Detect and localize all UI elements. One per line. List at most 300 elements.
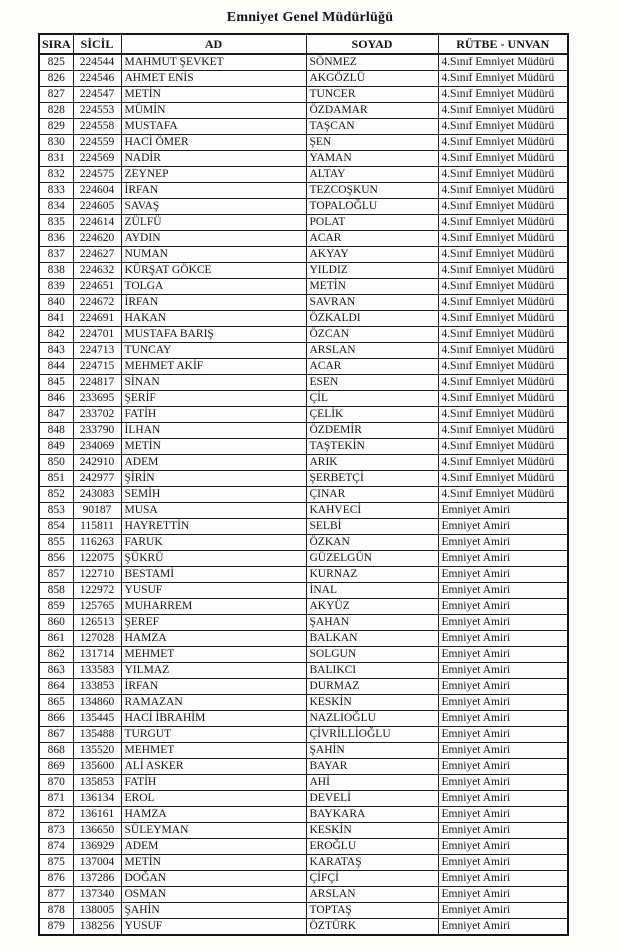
table-row <box>39 503 568 519</box>
table-row <box>39 823 568 839</box>
cell-sicil: 136650 <box>73 823 121 839</box>
cell-sicil: 242910 <box>73 455 121 471</box>
document-title: Emniyet Genel Müdürlüğü <box>226 10 394 25</box>
cell-rutbe: 4.Sınıf Emniyet Müdürü <box>438 471 568 487</box>
cell-sicil: 224614 <box>73 215 121 231</box>
table-row <box>39 199 568 215</box>
table-row <box>39 71 568 87</box>
cell-soyad: GÜZELGÜN <box>306 551 438 567</box>
table-row <box>39 151 568 167</box>
cell-soyad: POLAT <box>306 215 438 231</box>
cell-sicil: 122972 <box>73 583 121 599</box>
personnel-table <box>38 33 569 936</box>
cell-soyad: BALIKCI <box>306 663 438 679</box>
cell-soyad: EROĞLU <box>306 839 438 855</box>
cell-sicil: 126513 <box>73 615 121 631</box>
cell-rutbe: 4.Sınıf Emniyet Müdürü <box>438 199 568 215</box>
cell-soyad: SÖNMEZ <box>306 54 438 71</box>
cell-sicil: 224547 <box>73 87 121 103</box>
table-row <box>39 583 568 599</box>
cell-sicil: 133583 <box>73 663 121 679</box>
cell-rutbe: 4.Sınıf Emniyet Müdürü <box>438 103 568 119</box>
table-row <box>39 759 568 775</box>
cell-sira: 837 <box>39 247 73 263</box>
cell-sira: 826 <box>39 71 73 87</box>
cell-sira: 876 <box>39 871 73 887</box>
cell-sira: 858 <box>39 583 73 599</box>
cell-sicil: 133853 <box>73 679 121 695</box>
cell-soyad: KESKİN <box>306 695 438 711</box>
cell-sicil: 135600 <box>73 759 121 775</box>
cell-sira: 868 <box>39 743 73 759</box>
cell-sicil: 224715 <box>73 359 121 375</box>
table-row <box>39 791 568 807</box>
cell-ad: SİNAN <box>121 375 306 391</box>
cell-sicil: 224559 <box>73 135 121 151</box>
cell-sicil: 224713 <box>73 343 121 359</box>
cell-soyad: BALKAN <box>306 631 438 647</box>
cell-rutbe: Emniyet Amiri <box>438 519 568 535</box>
cell-soyad: TAŞTEKİN <box>306 439 438 455</box>
cell-sicil: 125765 <box>73 599 121 615</box>
cell-ad: MUSTAFA BARIŞ <box>121 327 306 343</box>
cell-rutbe: Emniyet Amiri <box>438 711 568 727</box>
cell-sira: 845 <box>39 375 73 391</box>
cell-rutbe: Emniyet Amiri <box>438 695 568 711</box>
cell-sicil: 137286 <box>73 871 121 887</box>
cell-sira: 833 <box>39 183 73 199</box>
table-row <box>39 535 568 551</box>
cell-rutbe: 4.Sınıf Emniyet Müdürü <box>438 343 568 359</box>
table-row <box>39 887 568 903</box>
cell-ad: MEHMET <box>121 743 306 759</box>
table-row <box>39 567 568 583</box>
cell-sicil: 135445 <box>73 711 121 727</box>
cell-sira: 852 <box>39 487 73 503</box>
table-row <box>39 439 568 455</box>
cell-sira: 827 <box>39 87 73 103</box>
cell-rutbe: 4.Sınıf Emniyet Müdürü <box>438 183 568 199</box>
cell-soyad: AKYAY <box>306 247 438 263</box>
table-row <box>39 663 568 679</box>
cell-rutbe: Emniyet Amiri <box>438 727 568 743</box>
table-row <box>39 279 568 295</box>
cell-sira: 864 <box>39 679 73 695</box>
table-row <box>39 54 568 71</box>
cell-rutbe: 4.Sınıf Emniyet Müdürü <box>438 247 568 263</box>
cell-soyad: ŞAHAN <box>306 615 438 631</box>
cell-soyad: YAMAN <box>306 151 438 167</box>
cell-ad: YILMAZ <box>121 663 306 679</box>
cell-sicil: 224604 <box>73 183 121 199</box>
cell-rutbe: 4.Sınıf Emniyet Müdürü <box>438 87 568 103</box>
cell-ad: FATİH <box>121 775 306 791</box>
cell-ad: HAMZA <box>121 807 306 823</box>
cell-ad: ŞÜKRÜ <box>121 551 306 567</box>
cell-sira: 834 <box>39 199 73 215</box>
cell-rutbe: 4.Sınıf Emniyet Müdürü <box>438 423 568 439</box>
cell-ad: ZÜLFÜ <box>121 215 306 231</box>
cell-ad: MÜMİN <box>121 103 306 119</box>
cell-sicil: 242977 <box>73 471 121 487</box>
cell-ad: AHMET ENİS <box>121 71 306 87</box>
cell-sicil: 134860 <box>73 695 121 711</box>
table-row <box>39 295 568 311</box>
table-row <box>39 599 568 615</box>
cell-ad: ZEYNEP <box>121 167 306 183</box>
table-row <box>39 839 568 855</box>
cell-soyad: ÖZKAN <box>306 535 438 551</box>
cell-rutbe: Emniyet Amiri <box>438 871 568 887</box>
cell-sira: 874 <box>39 839 73 855</box>
cell-ad: MEHMET <box>121 647 306 663</box>
table-row <box>39 519 568 535</box>
table-row <box>39 807 568 823</box>
table-row <box>39 135 568 151</box>
table-row <box>39 231 568 247</box>
cell-ad: NADİR <box>121 151 306 167</box>
cell-sicil: 127028 <box>73 631 121 647</box>
cell-rutbe: 4.Sınıf Emniyet Müdürü <box>438 391 568 407</box>
cell-rutbe: Emniyet Amiri <box>438 631 568 647</box>
cell-sira: 831 <box>39 151 73 167</box>
cell-rutbe: 4.Sınıf Emniyet Müdürü <box>438 135 568 151</box>
cell-soyad: ÇİVRİLLİOĞLU <box>306 727 438 743</box>
cell-sira: 844 <box>39 359 73 375</box>
cell-rutbe: Emniyet Amiri <box>438 855 568 871</box>
cell-ad: METİN <box>121 439 306 455</box>
cell-rutbe: 4.Sınıf Emniyet Müdürü <box>438 311 568 327</box>
cell-ad: ALİ ASKER <box>121 759 306 775</box>
cell-rutbe: Emniyet Amiri <box>438 775 568 791</box>
cell-soyad: DURMAZ <box>306 679 438 695</box>
cell-rutbe: Emniyet Amiri <box>438 647 568 663</box>
cell-sicil: 224672 <box>73 295 121 311</box>
cell-soyad: ARSLAN <box>306 887 438 903</box>
cell-rutbe: 4.Sınıf Emniyet Müdürü <box>438 71 568 87</box>
cell-ad: HAMZA <box>121 631 306 647</box>
cell-sicil: 233695 <box>73 391 121 407</box>
cell-sira: 832 <box>39 167 73 183</box>
cell-ad: ADEM <box>121 455 306 471</box>
cell-soyad: TOPTAŞ <box>306 903 438 919</box>
table-row <box>39 103 568 119</box>
cell-soyad: TUNCER <box>306 87 438 103</box>
cell-rutbe: Emniyet Amiri <box>438 599 568 615</box>
cell-soyad: ESEN <box>306 375 438 391</box>
cell-ad: HACİ ÖMER <box>121 135 306 151</box>
cell-rutbe: 4.Sınıf Emniyet Müdürü <box>438 295 568 311</box>
cell-ad: BESTAMİ <box>121 567 306 583</box>
table-row <box>39 455 568 471</box>
cell-soyad: ACAR <box>306 231 438 247</box>
table-row <box>39 87 568 103</box>
cell-ad: ŞEREF <box>121 615 306 631</box>
cell-rutbe: Emniyet Amiri <box>438 503 568 519</box>
cell-soyad: İNAL <box>306 583 438 599</box>
cell-sicil: 122075 <box>73 551 121 567</box>
table-row <box>39 919 568 936</box>
cell-sicil: 233790 <box>73 423 121 439</box>
cell-ad: MUHARREM <box>121 599 306 615</box>
cell-rutbe: 4.Sınıf Emniyet Müdürü <box>438 279 568 295</box>
cell-sira: 838 <box>39 263 73 279</box>
cell-rutbe: Emniyet Amiri <box>438 759 568 775</box>
cell-soyad: ÇİFÇİ <box>306 871 438 887</box>
cell-ad: ŞİRİN <box>121 471 306 487</box>
table-row <box>39 743 568 759</box>
cell-rutbe: Emniyet Amiri <box>438 535 568 551</box>
table-row <box>39 343 568 359</box>
cell-ad: SAVAŞ <box>121 199 306 215</box>
cell-sira: 871 <box>39 791 73 807</box>
cell-rutbe: 4.Sınıf Emniyet Müdürü <box>438 119 568 135</box>
cell-ad: HACİ İBRAHİM <box>121 711 306 727</box>
cell-sicil: 90187 <box>73 503 121 519</box>
cell-rutbe: Emniyet Amiri <box>438 791 568 807</box>
cell-sira: 848 <box>39 423 73 439</box>
cell-soyad: ŞEN <box>306 135 438 151</box>
cell-sicil: 137004 <box>73 855 121 871</box>
cell-sira: 839 <box>39 279 73 295</box>
cell-rutbe: 4.Sınıf Emniyet Müdürü <box>438 375 568 391</box>
table-header-row <box>39 34 568 54</box>
cell-sira: 878 <box>39 903 73 919</box>
cell-rutbe: 4.Sınıf Emniyet Müdürü <box>438 151 568 167</box>
cell-sira: 851 <box>39 471 73 487</box>
cell-rutbe: Emniyet Amiri <box>438 663 568 679</box>
cell-ad: ŞERİF <box>121 391 306 407</box>
table-row <box>39 695 568 711</box>
cell-ad: OSMAN <box>121 887 306 903</box>
cell-ad: YUSUF <box>121 919 306 936</box>
cell-soyad: AKYÜZ <box>306 599 438 615</box>
cell-soyad: SELBİ <box>306 519 438 535</box>
cell-ad: TOLGA <box>121 279 306 295</box>
table-row <box>39 631 568 647</box>
cell-rutbe: 4.Sınıf Emniyet Müdürü <box>438 487 568 503</box>
table-row <box>39 215 568 231</box>
cell-ad: SEMİH <box>121 487 306 503</box>
table-row <box>39 247 568 263</box>
table-row <box>39 391 568 407</box>
cell-sicil: 224553 <box>73 103 121 119</box>
cell-soyad: BAYAR <box>306 759 438 775</box>
table-row <box>39 263 568 279</box>
cell-sira: 860 <box>39 615 73 631</box>
cell-ad: AYDIN <box>121 231 306 247</box>
cell-ad: İRFAN <box>121 295 306 311</box>
cell-rutbe: Emniyet Amiri <box>438 839 568 855</box>
cell-sicil: 243083 <box>73 487 121 503</box>
cell-sicil: 233702 <box>73 407 121 423</box>
cell-soyad: ACAR <box>306 359 438 375</box>
cell-sicil: 138005 <box>73 903 121 919</box>
cell-ad: FATİH <box>121 407 306 423</box>
cell-rutbe: Emniyet Amiri <box>438 807 568 823</box>
cell-sicil: 224569 <box>73 151 121 167</box>
cell-sira: 879 <box>39 919 73 936</box>
cell-rutbe: 4.Sınıf Emniyet Müdürü <box>438 359 568 375</box>
cell-sira: 841 <box>39 311 73 327</box>
cell-soyad: KURNAZ <box>306 567 438 583</box>
cell-soyad: ÇINAR <box>306 487 438 503</box>
cell-rutbe: Emniyet Amiri <box>438 615 568 631</box>
cell-ad: İLHAN <box>121 423 306 439</box>
column-header-sira: SIRA <box>39 34 73 54</box>
cell-sira: 877 <box>39 887 73 903</box>
cell-ad: İRFAN <box>121 183 306 199</box>
cell-sicil: 224620 <box>73 231 121 247</box>
cell-sicil: 136134 <box>73 791 121 807</box>
cell-soyad: AHİ <box>306 775 438 791</box>
cell-sicil: 136929 <box>73 839 121 855</box>
table-row <box>39 551 568 567</box>
cell-rutbe: 4.Sınıf Emniyet Müdürü <box>438 455 568 471</box>
cell-sira: 853 <box>39 503 73 519</box>
cell-sira: 849 <box>39 439 73 455</box>
cell-ad: ŞAHİN <box>121 903 306 919</box>
table-row <box>39 471 568 487</box>
cell-sira: 847 <box>39 407 73 423</box>
cell-sicil: 224558 <box>73 119 121 135</box>
table-row <box>39 423 568 439</box>
cell-sicil: 122710 <box>73 567 121 583</box>
cell-sicil: 116263 <box>73 535 121 551</box>
cell-rutbe: 4.Sınıf Emniyet Müdürü <box>438 327 568 343</box>
cell-ad: NUMAN <box>121 247 306 263</box>
cell-sira: 856 <box>39 551 73 567</box>
cell-rutbe: Emniyet Amiri <box>438 551 568 567</box>
table-row <box>39 615 568 631</box>
table-row <box>39 871 568 887</box>
cell-soyad: ŞAHİN <box>306 743 438 759</box>
table-row <box>39 727 568 743</box>
cell-soyad: KESKİN <box>306 823 438 839</box>
column-header-rutbe: RÜTBE - UNVAN <box>438 34 568 54</box>
cell-rutbe: Emniyet Amiri <box>438 679 568 695</box>
column-header-sicil: SİCİL <box>73 34 121 54</box>
table-row <box>39 167 568 183</box>
cell-ad: EROL <box>121 791 306 807</box>
cell-sira: 857 <box>39 567 73 583</box>
cell-rutbe: 4.Sınıf Emniyet Müdürü <box>438 215 568 231</box>
table-row <box>39 903 568 919</box>
cell-ad: HAYRETTİN <box>121 519 306 535</box>
cell-soyad: ALTAY <box>306 167 438 183</box>
cell-sicil: 224627 <box>73 247 121 263</box>
table-row <box>39 407 568 423</box>
cell-sicil: 224651 <box>73 279 121 295</box>
table-row <box>39 775 568 791</box>
cell-rutbe: 4.Sınıf Emniyet Müdürü <box>438 167 568 183</box>
cell-sira: 861 <box>39 631 73 647</box>
cell-sira: 863 <box>39 663 73 679</box>
cell-sicil: 224817 <box>73 375 121 391</box>
cell-sicil: 135520 <box>73 743 121 759</box>
cell-rutbe: 4.Sınıf Emniyet Müdürü <box>438 407 568 423</box>
table-row <box>39 679 568 695</box>
cell-sicil: 131714 <box>73 647 121 663</box>
cell-sira: 875 <box>39 855 73 871</box>
cell-sicil: 115811 <box>73 519 121 535</box>
cell-sira: 862 <box>39 647 73 663</box>
cell-sira: 872 <box>39 807 73 823</box>
table-row <box>39 647 568 663</box>
cell-sicil: 136161 <box>73 807 121 823</box>
cell-ad: RAMAZAN <box>121 695 306 711</box>
cell-sira: 840 <box>39 295 73 311</box>
table-row <box>39 487 568 503</box>
cell-soyad: TOPALOĞLU <box>306 199 438 215</box>
cell-rutbe: Emniyet Amiri <box>438 919 568 936</box>
cell-ad: YUSUF <box>121 583 306 599</box>
cell-rutbe: Emniyet Amiri <box>438 903 568 919</box>
cell-sira: 850 <box>39 455 73 471</box>
cell-soyad: KARATAŞ <box>306 855 438 871</box>
cell-soyad: ÖZDAMAR <box>306 103 438 119</box>
cell-soyad: DEVELİ <box>306 791 438 807</box>
cell-ad: SÜLEYMAN <box>121 823 306 839</box>
cell-soyad: ÇİL <box>306 391 438 407</box>
cell-sicil: 224544 <box>73 54 121 71</box>
cell-ad: MUSA <box>121 503 306 519</box>
cell-sicil: 224605 <box>73 199 121 215</box>
cell-sicil: 234069 <box>73 439 121 455</box>
cell-sicil: 224632 <box>73 263 121 279</box>
cell-rutbe: Emniyet Amiri <box>438 823 568 839</box>
cell-ad: TURGUT <box>121 727 306 743</box>
table-row <box>39 359 568 375</box>
table-row <box>39 311 568 327</box>
cell-soyad: ÖZCAN <box>306 327 438 343</box>
cell-soyad: METİN <box>306 279 438 295</box>
cell-sira: 867 <box>39 727 73 743</box>
cell-soyad: ÖZTÜRK <box>306 919 438 936</box>
cell-sira: 825 <box>39 54 73 71</box>
table-row <box>39 711 568 727</box>
cell-ad: TUNCAY <box>121 343 306 359</box>
cell-soyad: KAHVECİ <box>306 503 438 519</box>
table-row <box>39 375 568 391</box>
cell-ad: KÜRŞAT GÖKCE <box>121 263 306 279</box>
cell-rutbe: Emniyet Amiri <box>438 567 568 583</box>
cell-rutbe: Emniyet Amiri <box>438 743 568 759</box>
cell-ad: İRFAN <box>121 679 306 695</box>
cell-sicil: 224691 <box>73 311 121 327</box>
table-row <box>39 855 568 871</box>
cell-sira: 829 <box>39 119 73 135</box>
cell-sicil: 135488 <box>73 727 121 743</box>
cell-soyad: ARIK <box>306 455 438 471</box>
cell-rutbe: 4.Sınıf Emniyet Müdürü <box>438 263 568 279</box>
cell-soyad: TAŞCAN <box>306 119 438 135</box>
cell-soyad: TEZCOŞKUN <box>306 183 438 199</box>
cell-sicil: 224575 <box>73 167 121 183</box>
cell-rutbe: 4.Sınıf Emniyet Müdürü <box>438 439 568 455</box>
cell-sira: 836 <box>39 231 73 247</box>
cell-sira: 859 <box>39 599 73 615</box>
cell-sira: 866 <box>39 711 73 727</box>
cell-sira: 828 <box>39 103 73 119</box>
column-header-soyad: SOYAD <box>306 34 438 54</box>
table-row <box>39 183 568 199</box>
table-row <box>39 119 568 135</box>
cell-sira: 854 <box>39 519 73 535</box>
cell-soyad: AKGÖZLÜ <box>306 71 438 87</box>
cell-sicil: 224546 <box>73 71 121 87</box>
cell-sicil: 138256 <box>73 919 121 936</box>
